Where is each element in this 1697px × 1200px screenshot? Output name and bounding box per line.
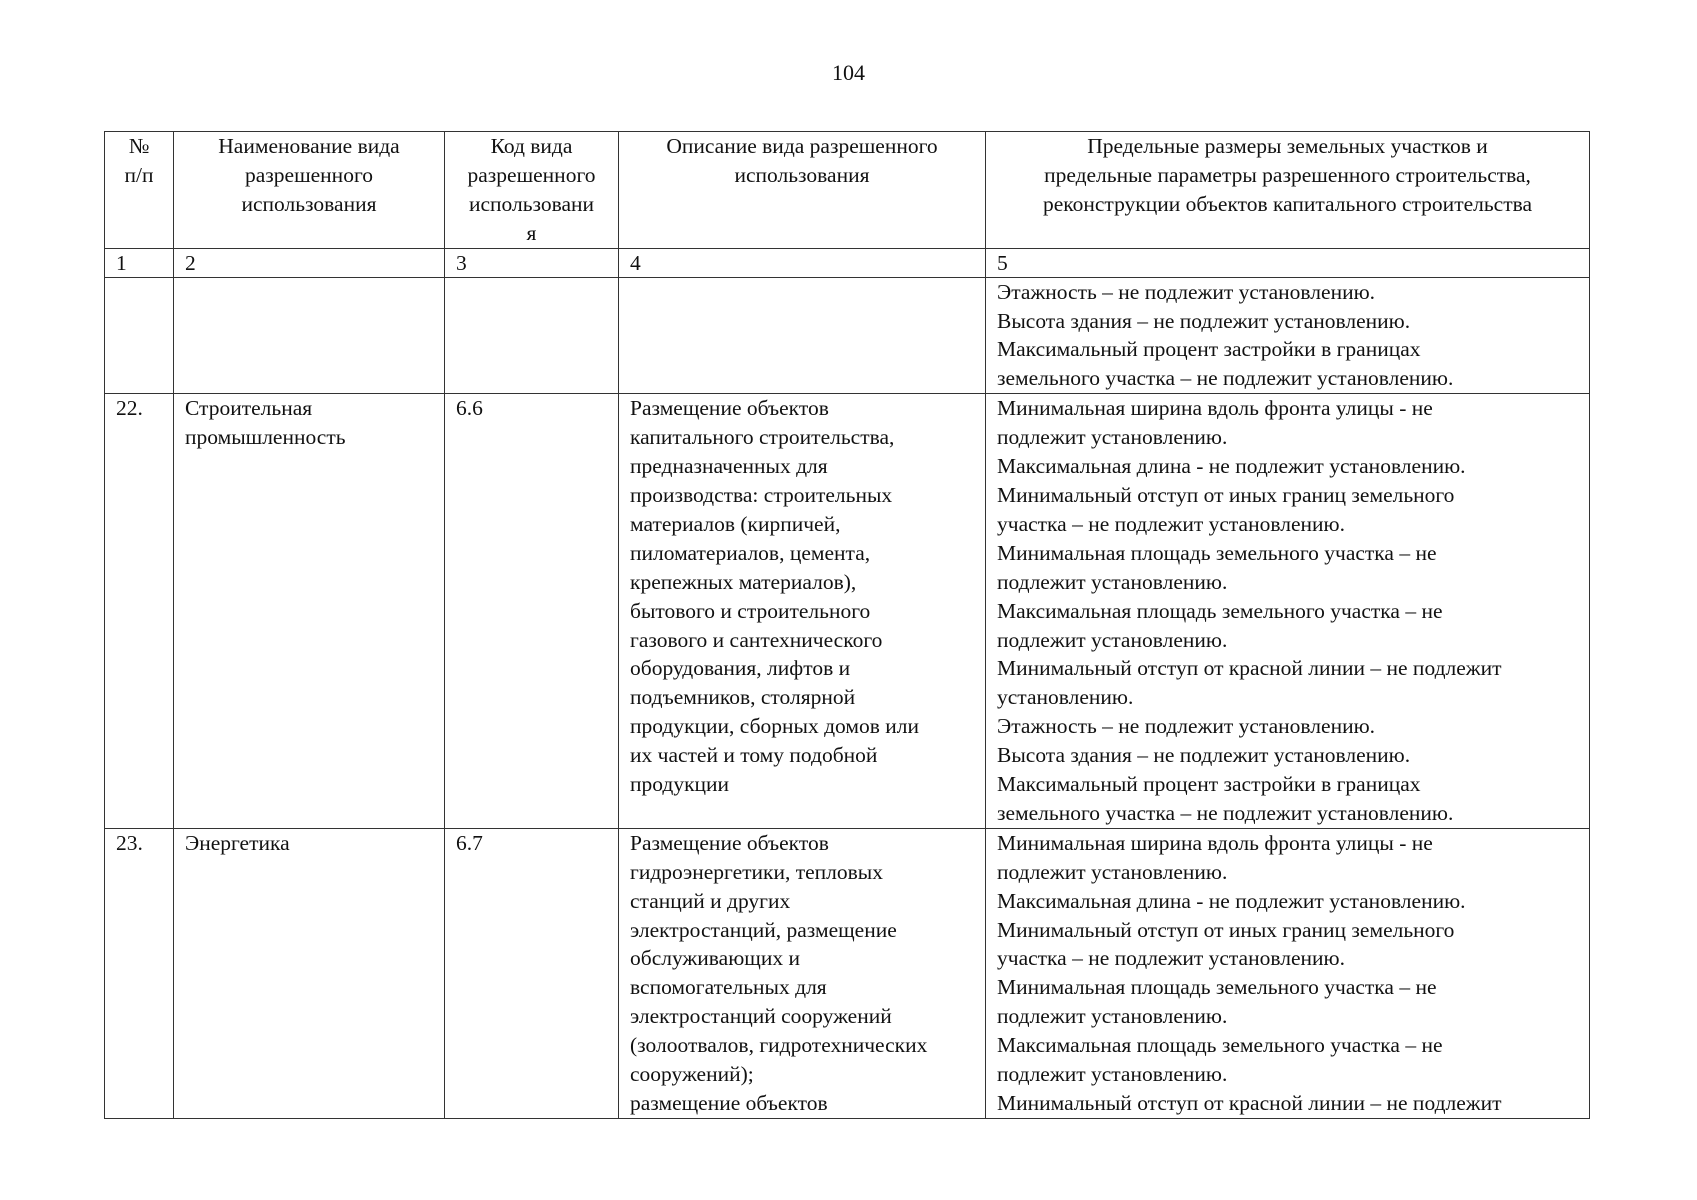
text-line: Этажность – не подлежит установлению. xyxy=(997,714,1376,739)
text-line: электростанций, размещение xyxy=(630,917,897,942)
text-line: электростанций сооружений xyxy=(630,1004,892,1029)
header-line: разрешенного xyxy=(245,162,373,187)
row-number: 23. xyxy=(105,828,174,1118)
column-number: 4 xyxy=(619,248,986,277)
text-line: Максимальная площадь земельного участка – не xyxy=(997,1033,1443,1058)
text-line: оборудования, лифтов и xyxy=(630,656,851,681)
row-use-code: 6.7 xyxy=(445,828,619,1118)
header-line: предельные параметры разрешенного строительства, xyxy=(1044,162,1531,187)
table-header-row xyxy=(105,132,1590,249)
text-line: подлежит установлению. xyxy=(997,627,1228,652)
text-line: производства: строительных xyxy=(630,482,893,507)
row-limits xyxy=(986,277,1590,394)
text-line: газового и сантехнического xyxy=(630,627,883,652)
row-limits xyxy=(986,828,1590,1118)
text-line: Минимальный отступ от иных границ земельного xyxy=(997,917,1455,942)
row-use-description xyxy=(619,828,986,1118)
text-line: Высота здания – не подлежит установлению. xyxy=(997,308,1411,333)
text-line: Максимальная длина - не подлежит установлению. xyxy=(997,888,1466,913)
text-line: Энергетика xyxy=(185,830,290,855)
header-number xyxy=(105,132,174,249)
text-line: установлению. xyxy=(997,685,1134,710)
text-line: предназначенных для xyxy=(630,454,828,479)
column-number-row xyxy=(105,248,1590,277)
column-number: 2 xyxy=(174,248,445,277)
header-line: использования xyxy=(241,191,377,216)
page-number: 104 xyxy=(832,60,865,85)
text-line: земельного участка – не подлежит установлению. xyxy=(997,800,1454,825)
text-line: подъемников, столярной xyxy=(630,685,856,710)
header-use-name xyxy=(174,132,445,249)
row-limits xyxy=(986,394,1590,829)
text-line: сооружений); xyxy=(630,1062,754,1087)
row-number: 22. xyxy=(105,394,174,829)
row-number xyxy=(105,277,174,394)
header-line: я xyxy=(526,220,537,245)
text-line: крепежных материалов), xyxy=(630,569,857,594)
text-line: Максимальный процент застройки в границах xyxy=(997,337,1421,362)
header-line: № xyxy=(128,134,150,158)
table-row xyxy=(105,394,1590,829)
text-line: Минимальная площадь земельного участка – не xyxy=(997,540,1437,565)
text-line: Минимальный отступ от красной линии – не подлежит xyxy=(997,656,1502,681)
text-line: Этажность – не подлежит установлению. xyxy=(997,279,1376,304)
text-line: Максимальная площадь земельного участка – не xyxy=(997,598,1443,623)
text-line: Высота здания – не подлежит установлению. xyxy=(997,743,1411,768)
header-line: реконструкции объектов капитального строительства xyxy=(1042,191,1533,216)
text-line: капитального строительства, xyxy=(630,425,895,450)
header-line: разрешенного xyxy=(467,162,596,187)
header-line: использования xyxy=(734,162,870,187)
text-line: Минимальный отступ от красной линии – не подлежит xyxy=(997,1091,1502,1115)
header-line: Код вида xyxy=(490,134,573,158)
text-line: участка – не подлежит установлению. xyxy=(997,946,1345,971)
column-number: 5 xyxy=(986,248,1590,277)
text-line: станций и других xyxy=(630,888,791,913)
text-line: (золоотвалов, гидротехнических xyxy=(630,1033,928,1058)
text-line: участка – не подлежит установлению. xyxy=(997,511,1345,536)
column-number: 1 xyxy=(105,248,174,277)
text-line: пиломатериалов, цемента, xyxy=(630,540,871,565)
text-line: материалов (кирпичей, xyxy=(630,511,841,536)
text-line: Минимальная ширина вдоль фронта улицы - не xyxy=(997,830,1433,855)
header-line: Наименование вида xyxy=(218,134,400,158)
text-line: Минимальная ширина вдоль фронта улицы - не xyxy=(997,396,1433,421)
text-line: подлежит установлению. xyxy=(997,425,1228,450)
text-line: продукции, сборных домов или xyxy=(630,714,920,739)
table-row xyxy=(105,828,1590,1118)
text-line: подлежит установлению. xyxy=(997,859,1228,884)
text-line: гидроэнергетики, тепловых xyxy=(630,859,884,884)
header-limits xyxy=(986,132,1590,249)
text-line: бытового и строительного xyxy=(630,598,871,623)
header-line: использовани xyxy=(468,191,595,216)
text-line: Минимальная площадь земельного участка – не xyxy=(997,975,1437,1000)
header-use-description xyxy=(619,132,986,249)
header-line: п/п xyxy=(124,162,154,187)
text-line: подлежит установлению. xyxy=(997,1004,1228,1029)
text-line: подлежит установлению. xyxy=(997,1062,1228,1087)
text-line: подлежит установлению. xyxy=(997,569,1228,594)
row-use-code xyxy=(445,277,619,394)
row-use-name xyxy=(174,394,445,829)
text-line: продукции xyxy=(630,772,730,797)
row-use-description xyxy=(619,394,986,829)
text-line: их частей и тому подобной xyxy=(630,743,878,768)
text-line: Строительная xyxy=(185,396,313,421)
header-use-code xyxy=(445,132,619,249)
land-use-table xyxy=(104,131,1590,1119)
text-line: Размещение объектов xyxy=(630,396,829,421)
text-line: Минимальный отступ от иных границ земельного xyxy=(997,482,1455,507)
text-line: Размещение объектов xyxy=(630,830,829,855)
text-line: обслуживающих и xyxy=(630,946,800,971)
header-line: Предельные размеры земельных участков и xyxy=(1087,134,1488,158)
row-use-name xyxy=(174,277,445,394)
text-line: Максимальная длина - не подлежит установлению. xyxy=(997,454,1466,479)
header-line: Описание вида разрешенного xyxy=(666,134,938,158)
text-line: размещение объектов xyxy=(630,1091,828,1115)
row-use-description xyxy=(619,277,986,394)
text-line: промышленность xyxy=(185,425,346,450)
table-row xyxy=(105,277,1590,394)
text-line: земельного участка – не подлежит установлению. xyxy=(997,366,1454,391)
row-use-name xyxy=(174,828,445,1118)
column-number: 3 xyxy=(445,248,619,277)
row-use-code: 6.6 xyxy=(445,394,619,829)
text-line: вспомогательных для xyxy=(630,975,827,1000)
text-line: Максимальный процент застройки в границах xyxy=(997,772,1421,797)
